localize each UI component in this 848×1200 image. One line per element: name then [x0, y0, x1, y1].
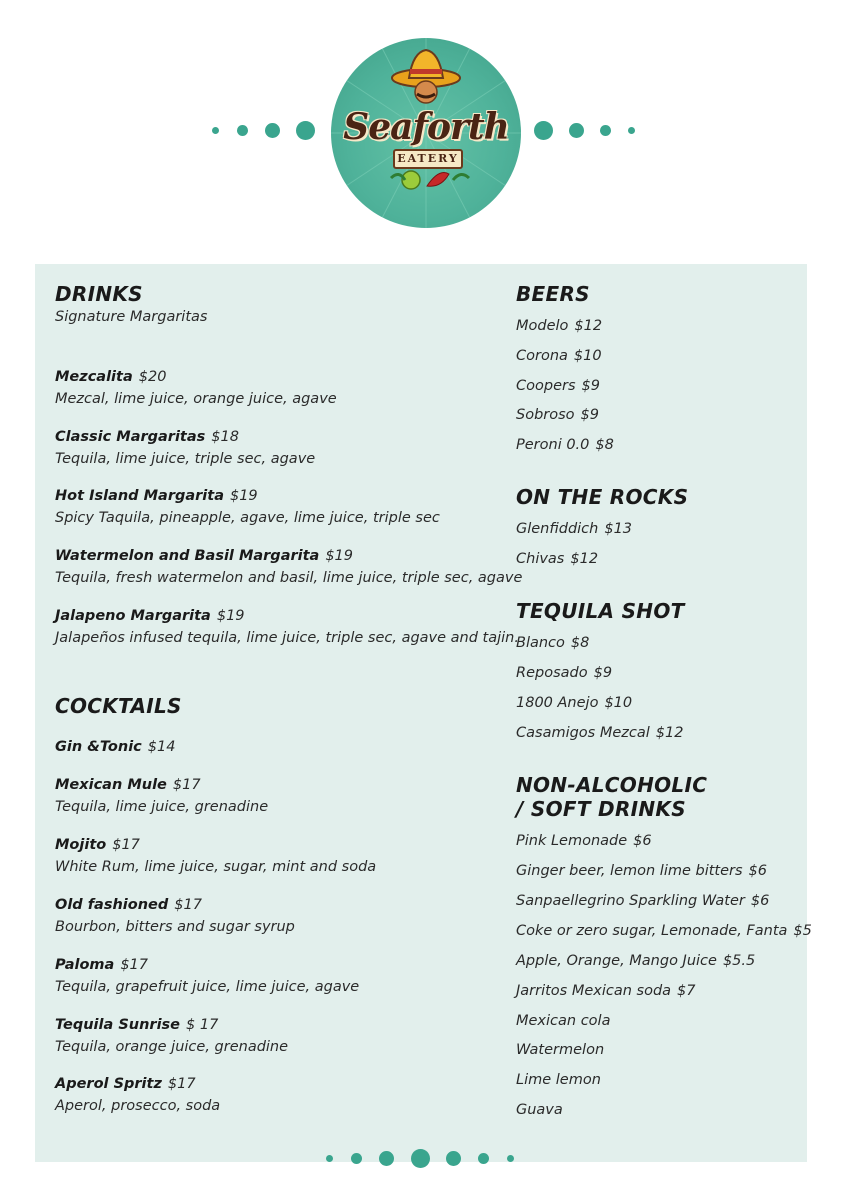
item-name: Sanpaellegrino Sparkling Water: [516, 893, 745, 909]
seaforth-eatery-logo: [331, 38, 521, 228]
item-name: Jarritos Mexican soda: [516, 983, 672, 999]
menu-item: [516, 1011, 610, 1031]
item-name: 1800 Anejo: [516, 695, 599, 711]
dot: [507, 1155, 514, 1162]
dot: [326, 1155, 333, 1162]
menu-item: [516, 981, 696, 1001]
menu-item: [55, 367, 505, 409]
decorative-dots-left: [212, 121, 315, 140]
item-name: Classic Margaritas: [55, 429, 206, 445]
item-price: $ 17: [186, 1017, 219, 1033]
item-name: Tequila Sunrise: [55, 1017, 181, 1033]
item-name: Guava: [516, 1102, 563, 1118]
menu-item: [516, 693, 632, 713]
item-name: Mezcalita: [55, 369, 133, 385]
menu-item: [55, 1015, 505, 1057]
menu-item: [516, 663, 612, 683]
item-description: Mezcal, lime juice, orange juice, agave: [55, 391, 337, 407]
item-name: Lime lemon: [516, 1072, 601, 1088]
dot: [600, 125, 611, 136]
item-name: Sobroso: [516, 407, 575, 423]
item-name: Glenfiddich: [516, 521, 599, 537]
item-description: Aperol, prosecco, soda: [55, 1098, 221, 1114]
menu-item: [55, 427, 505, 469]
menu-item: [516, 921, 812, 941]
menu-item: [55, 835, 505, 877]
tequila-shot-title: TEQUILA SHOT: [516, 599, 685, 623]
menu-item: [516, 951, 755, 971]
dot: [446, 1151, 461, 1166]
menu-item: [516, 633, 589, 653]
item-price: $6: [633, 833, 652, 849]
dot: [379, 1151, 394, 1166]
item-name: Modelo: [516, 318, 569, 334]
dot: [296, 121, 315, 140]
item-name: Casamigos Mezcal: [516, 725, 650, 741]
item-description: Jalapeños infused tequila, lime juice, triple sec, agave and tajin.: [55, 630, 519, 646]
item-name: Old fashioned: [55, 897, 169, 913]
menu-item: [516, 861, 767, 881]
menu-panel: [35, 264, 812, 1162]
item-name: Coke or zero sugar, Lemonade, Fanta: [516, 923, 788, 939]
item-price: $6: [750, 893, 770, 909]
item-price: $12: [570, 551, 599, 567]
logo-wordmark: Seaforth: [343, 106, 509, 148]
item-price: $17: [172, 777, 201, 793]
menu-item: [516, 376, 600, 396]
menu-item: [516, 1100, 563, 1120]
dot: [534, 121, 553, 140]
item-price: $19: [229, 488, 258, 504]
menu-item: [516, 346, 602, 366]
item-name: Mexican cola: [516, 1013, 611, 1029]
item-description: Bourbon, bitters and sugar syrup: [55, 919, 295, 935]
dot: [265, 123, 280, 138]
item-description: Tequila, lime juice, triple sec, agave: [55, 451, 316, 467]
menu-item: [516, 549, 598, 569]
item-price: $17: [112, 837, 140, 853]
item-price: $10: [604, 695, 633, 711]
item-name: Apple, Orange, Mango Juice: [516, 953, 717, 969]
item-price: $17: [120, 957, 148, 973]
item-price: $12: [655, 725, 684, 741]
item-name: Gin &Tonic: [55, 739, 142, 755]
item-name: Corona: [516, 348, 568, 364]
header: [0, 0, 848, 250]
menu-item: [55, 1074, 505, 1116]
item-price: $19: [216, 608, 245, 624]
drinks-subtitle: Signature Margaritas: [55, 309, 208, 325]
item-name: Reposado: [516, 665, 588, 681]
menu-item: [516, 435, 614, 455]
item-price: $17: [167, 1076, 196, 1092]
item-name: Mexican Mule: [55, 777, 167, 793]
item-name: Ginger beer, lemon lime bitters: [516, 863, 743, 879]
dot: [628, 127, 635, 134]
item-description: Spicy Taquila, pineapple, agave, lime juice, triple sec: [55, 510, 440, 526]
item-description: White Rum, lime juice, sugar, mint and soda: [55, 859, 377, 875]
menu-item: [516, 519, 632, 539]
menu-item: [516, 1070, 601, 1090]
menu-item: [516, 723, 683, 743]
item-name: Watermelon and Basil Margarita: [55, 548, 320, 564]
dot: [212, 127, 219, 134]
menu-item: [516, 891, 769, 911]
decorative-dots-right: [534, 121, 635, 140]
item-price: $9: [593, 665, 613, 681]
item-description: Tequila, fresh watermelon and basil, lime juice, triple sec, agave: [55, 570, 523, 586]
dot: [237, 125, 248, 136]
item-price: $13: [604, 521, 633, 537]
item-price: $6: [748, 863, 767, 879]
menu-item: [55, 737, 505, 757]
on-the-rocks-title: ON THE ROCKS: [516, 485, 689, 509]
menu-item: [516, 405, 599, 425]
item-price: $20: [138, 369, 167, 385]
menu-item: [516, 831, 652, 851]
menu-item: [516, 316, 602, 336]
menu-item: [55, 955, 505, 997]
dot: [569, 123, 584, 138]
item-price: $5.5: [722, 953, 756, 969]
decorative-dots-bottom: [326, 1149, 514, 1168]
item-name: Hot Island Margarita: [55, 488, 224, 504]
item-name: Watermelon: [516, 1042, 605, 1058]
item-name: Coopers: [516, 378, 576, 394]
item-name: Blanco: [516, 635, 565, 651]
item-name: Pink Lemonade: [516, 833, 628, 849]
item-price: $18: [211, 429, 239, 445]
item-name: Peroni 0.0: [516, 437, 590, 453]
dot: [478, 1153, 489, 1164]
item-price: $8: [570, 635, 590, 651]
item-price: $17: [174, 897, 202, 913]
item-price: $7: [677, 983, 696, 999]
menu-item: [55, 606, 519, 648]
cocktails-title: COCKTAILS: [55, 694, 182, 718]
item-price: $10: [573, 348, 602, 364]
item-price: $12: [574, 318, 603, 334]
item-name: Chivas: [516, 551, 565, 567]
menu-item: [55, 895, 505, 937]
item-price: $9: [581, 378, 600, 394]
menu-item: [55, 546, 523, 588]
logo-subtitle: EATERY: [393, 149, 463, 169]
soft-drinks-title-line1: NON-ALCOHOLIC: [516, 773, 708, 797]
item-name: Aperol Spritz: [55, 1076, 162, 1092]
item-price: $8: [595, 437, 614, 453]
item-price: $19: [325, 548, 354, 564]
item-description: Tequila, grapefruit juice, lime juice, agave: [55, 979, 360, 995]
menu-item: [516, 1040, 604, 1060]
menu-item: [55, 486, 505, 528]
item-name: Jalapeno Margarita: [55, 608, 211, 624]
item-description: Tequila, lime juice, grenadine: [55, 799, 269, 815]
soft-drinks-title-line2: / SOFT DRINKS: [516, 797, 686, 821]
dot: [411, 1149, 430, 1168]
item-name: Mojito: [55, 837, 107, 853]
item-price: $5: [793, 923, 812, 939]
menu-item: [55, 775, 505, 817]
item-description: Tequila, orange juice, grenadine: [55, 1039, 289, 1055]
item-price: $9: [580, 407, 599, 423]
dot: [351, 1153, 362, 1164]
drinks-title: DRINKS: [55, 282, 143, 306]
beers-title: BEERS: [516, 282, 590, 306]
item-price: $14: [147, 739, 176, 755]
item-name: Paloma: [55, 957, 115, 973]
